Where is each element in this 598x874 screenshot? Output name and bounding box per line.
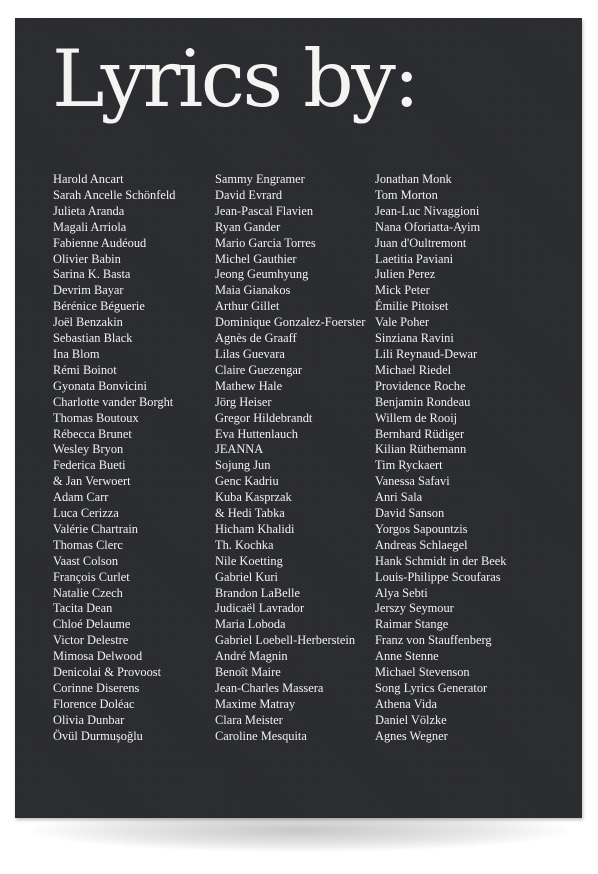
contributor-name: Devrim Bayar <box>53 283 124 298</box>
contributor-name: Mario Garcia Torres <box>215 235 316 250</box>
contributor-name: Fabienne Audéoud <box>53 235 147 250</box>
contributor-name: Genc Kadriu <box>215 474 279 489</box>
contributor-name: Song Lyrics Generator <box>375 681 488 695</box>
contributor-name: Caroline Mesquita <box>215 728 307 743</box>
contributor-name: Övül Durmuşoğlu <box>53 728 143 743</box>
contributor-name: David Evrard <box>215 187 283 202</box>
contributor-name: Michael Riedel <box>375 362 452 377</box>
contributor-name: Hank Schmidt in der Beek <box>375 553 507 568</box>
contributor-name: Ryan Gander <box>215 219 281 234</box>
cover-title: Lyrics by: <box>52 33 418 125</box>
contributor-name: Charlotte vander Borght <box>53 394 174 409</box>
contributor-name: Jean-Charles Massera <box>215 681 324 695</box>
contributor-name: Kilian Rüthemann <box>375 442 467 457</box>
contributor-name: Daniel Völzke <box>375 712 447 727</box>
contributor-name: Jean-Pascal Flavien <box>215 203 314 218</box>
contributor-name: Brandon LaBelle <box>215 585 300 600</box>
name-column-2 <box>215 172 365 745</box>
contributor-name: Th. Kochka <box>215 537 274 552</box>
contributor-name: Anri Sala <box>375 490 423 505</box>
contributor-name: Adam Carr <box>53 490 109 505</box>
contributor-name: Rémi Boinot <box>53 362 117 377</box>
contributor-name: Agnes Wegner <box>375 728 448 743</box>
contributor-name: Julien Perez <box>375 267 436 282</box>
contributor-name: Dominique Gonzalez-Foerster <box>215 315 366 330</box>
contributor-name: Sammy Engramer <box>215 172 305 186</box>
contributor-name: Tom Morton <box>375 187 438 202</box>
contributor-name: Mathew Hale <box>215 378 283 393</box>
contributor-name: Lili Reynaud-Dewar <box>375 346 478 361</box>
contributor-name: Rébecca Brunet <box>53 426 132 441</box>
contributor-name: Olivia Dunbar <box>53 712 125 727</box>
contributor-name: Vaast Colson <box>53 553 119 568</box>
contributor-name: Eva Huttenlauch <box>215 426 298 441</box>
contributor-name: Tim Ryckaert <box>375 458 443 473</box>
contributor-name: Arthur Gillet <box>215 299 280 314</box>
contributor-name: Tacita Dean <box>53 601 113 616</box>
name-column-3 <box>375 172 506 745</box>
contributor-name: Bernhard Rüdiger <box>375 426 465 441</box>
contributor-name: Gabriel Kuri <box>215 569 278 584</box>
contributor-name: Yorgos Sapountzis <box>375 521 468 536</box>
contributor-name: Denicolai & Provoost <box>53 665 162 680</box>
contributor-name: David Sanson <box>375 506 445 521</box>
contributor-name: Chloé Delaume <box>53 617 131 632</box>
contributor-name: Victor Delestre <box>53 633 129 648</box>
contributor-name: Federica Bueti <box>53 458 126 473</box>
contributor-name: Jean-Luc Nivaggioni <box>375 203 480 218</box>
contributor-name: Anne Stenne <box>375 649 439 664</box>
contributor-name: Sarah Ancelle Schönfeld <box>53 187 176 202</box>
contributor-name: Juan d'Oultremont <box>375 235 467 250</box>
contributor-name: Hicham Khalidi <box>215 521 295 536</box>
contributor-name: Vale Poher <box>375 315 430 330</box>
contributor-name: Willem de Rooij <box>375 410 458 425</box>
contributor-name: Benoît Maire <box>215 665 281 680</box>
name-column-1 <box>53 172 176 745</box>
contributor-name: Émilie Pitoiset <box>375 299 449 314</box>
contributor-name: Ina Blom <box>53 346 100 361</box>
contributor-name: Lilas Guevara <box>215 346 285 361</box>
contributor-name: Vanessa Safavi <box>375 474 450 489</box>
contributor-name: Judicaël Lavrador <box>215 601 305 616</box>
contributor-name: Athena Vida <box>375 696 437 711</box>
contributor-name: Franz von Stauffenberg <box>375 633 492 648</box>
contributor-name: Agnès de Graaff <box>215 331 297 346</box>
contributor-name: & Hedi Tabka <box>215 506 285 521</box>
contributor-name: Maxime Matray <box>215 696 296 711</box>
contributor-name: Kuba Kasprzak <box>215 490 292 505</box>
contributor-name: Mick Peter <box>375 283 430 298</box>
contributor-name: Gyonata Bonvicini <box>53 378 147 393</box>
contributor-name: Sebastian Black <box>53 331 133 346</box>
contributor-name: Joël Benzakin <box>53 315 123 330</box>
contributor-name: Harold Ancart <box>53 172 124 186</box>
contributor-name: Raimar Stange <box>375 617 449 632</box>
contributor-name: Natalie Czech <box>53 585 123 600</box>
contributor-name: Valérie Chartrain <box>53 521 138 536</box>
contributor-name: Corinne Diserens <box>53 681 140 695</box>
contributor-name: Nana Oforiatta-Ayim <box>375 219 481 234</box>
contributor-name: Thomas Clerc <box>53 537 123 552</box>
contributor-name: Claire Guezengar <box>215 362 303 377</box>
contributor-name: Sojung Jun <box>215 458 271 473</box>
contributor-name: Sinziana Ravini <box>375 331 454 346</box>
contributor-name: Florence Doléac <box>53 696 135 711</box>
contributor-name: André Magnin <box>215 649 288 664</box>
contributor-name: Maria Loboda <box>215 617 286 632</box>
contributor-name: Gabriel Loebell-Herberstein <box>215 633 356 648</box>
contributor-name: & Jan Verwoert <box>53 474 131 489</box>
contributor-name: Jonathan Monk <box>375 172 452 186</box>
contributor-name: Louis-Philippe Scoufaras <box>375 569 501 584</box>
contributor-name: Luca Cerizza <box>53 506 119 521</box>
contributor-name: Thomas Boutoux <box>53 410 139 425</box>
contributor-name: Jörg Heiser <box>215 394 272 409</box>
contributor-name: Alya Sebti <box>375 585 428 600</box>
contributor-name: Benjamin Rondeau <box>375 394 471 409</box>
contributor-name: Jerszy Seymour <box>375 601 454 616</box>
contributor-name: Andreas Schlaegel <box>375 537 468 552</box>
contributor-name: JEANNA <box>215 442 264 457</box>
contributor-name: Wesley Bryon <box>53 442 124 457</box>
contributor-name: Sarina K. Basta <box>53 267 131 282</box>
contributor-name: Jeong Geumhyung <box>215 267 309 282</box>
contributor-name: Nile Koetting <box>215 553 283 568</box>
contributor-name: Michel Gauthier <box>215 251 297 266</box>
contributor-name: Olivier Babin <box>53 251 121 266</box>
contributor-name: Gregor Hildebrandt <box>215 410 313 425</box>
contributor-name: Mimosa Delwood <box>53 649 143 664</box>
contributor-name: Magali Arriola <box>53 219 127 234</box>
contributor-name: Julieta Aranda <box>53 203 125 218</box>
contributor-name: Clara Meister <box>215 712 283 727</box>
contributor-name: Bérénice Béguerie <box>53 299 145 314</box>
contributor-name: Michael Stevenson <box>375 665 470 680</box>
contributor-name: Providence Roche <box>375 378 466 393</box>
contributor-name: François Curlet <box>53 569 130 584</box>
contributor-name: Maia Gianakos <box>215 283 291 298</box>
contributor-name: Laetitia Paviani <box>375 251 454 266</box>
